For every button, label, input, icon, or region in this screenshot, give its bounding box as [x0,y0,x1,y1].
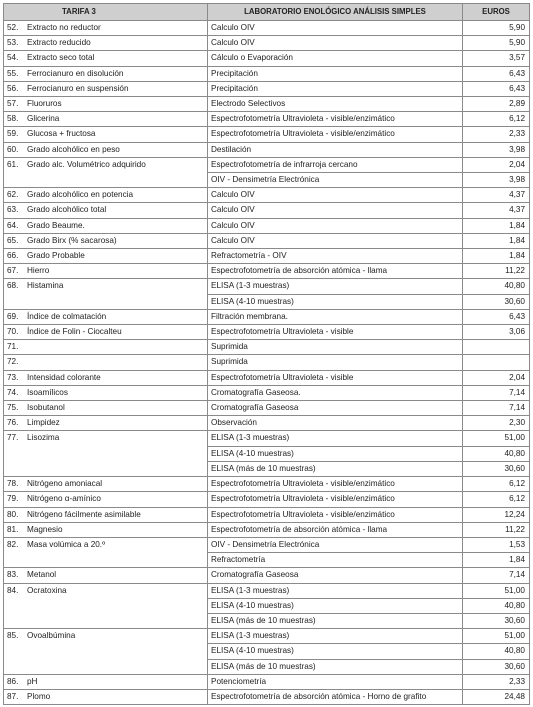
header-laboratorio: LABORATORIO ENOLÓGICO ANÁLISIS SIMPLES [208,4,463,21]
table-row [4,325,530,340]
analysis-cell [4,477,208,492]
table-header-row [4,4,530,21]
analysis-number: 87. [7,691,19,701]
method-cell: Filtración membrana. [208,309,463,324]
table-row [4,416,530,431]
method-cell: Calculo OIV [208,233,463,248]
analysis-number: 61. [7,159,19,169]
analysis-name: Grado Probable [27,251,85,261]
price-cell: 40,80 [463,279,530,294]
method-cell: ELISA (4-10 muestras) [208,294,463,309]
method-cell: Espectrofotometría de absorción atómica - llama [208,522,463,537]
analysis-cell [4,36,208,51]
analysis-name: Extracto no reductor [27,23,101,32]
price-cell: 7,14 [463,385,530,400]
analysis-name: Plomo [27,691,51,701]
analysis-number: 59. [7,129,19,139]
method-cell: ELISA (1-3 muestras) [208,431,463,446]
analysis-name: Ovoalbúmina [27,631,76,641]
analysis-cell [4,431,208,477]
analysis-cell [4,188,208,203]
method-cell: Espectrofotometría de infrarroja cercano [208,157,463,172]
method-cell: ELISA (más de 10 muestras) [208,659,463,674]
analysis-cell [4,370,208,385]
analysis-name: Ferrocianuro en disolución [27,68,124,78]
analysis-name: Histamina [27,281,64,291]
analysis-number: 54. [7,53,19,63]
table-row [4,218,530,233]
method-cell: OIV - Densimetría Electrónica [208,537,463,552]
table-row [4,127,530,142]
analysis-cell [4,112,208,127]
price-cell: 3,57 [463,51,530,66]
analysis-name: Magnesio [27,524,63,534]
analysis-name: Glucosa + fructosa [27,129,96,139]
analysis-name: Isoamílicos [27,387,68,397]
price-cell: 2,33 [463,674,530,689]
analysis-cell [4,674,208,689]
table-row [4,522,530,537]
method-cell: Suprimida [208,355,463,370]
analysis-name: Nitrógeno α-amínico [27,494,101,504]
analysis-number: 85. [7,631,19,641]
price-cell: 7,14 [463,401,530,416]
method-cell: Cálculo o Evaporación [208,51,463,66]
analysis-name: Glicerina [27,114,60,124]
analysis-number: 75. [7,403,19,413]
table-row [4,568,530,583]
table-row [4,97,530,112]
analysis-number: 58. [7,114,19,124]
price-cell: 1,84 [463,249,530,264]
price-cell: 2,33 [463,127,530,142]
method-cell: ELISA (1-3 muestras) [208,279,463,294]
analysis-number: 84. [7,585,19,595]
analysis-cell [4,537,208,567]
tariff-table-container [3,3,530,705]
price-cell: 30,60 [463,294,530,309]
price-cell: 11,22 [463,264,530,279]
analysis-number: 70. [7,327,19,337]
analysis-number: 79. [7,494,19,504]
analysis-name: Ferrocianuro en suspensión [27,83,129,93]
tariff-table [3,3,530,705]
price-cell [463,340,530,355]
price-cell: 6,43 [463,309,530,324]
table-row [4,157,530,172]
table-row [4,401,530,416]
table-row [4,233,530,248]
analysis-name: Índice de Folin - Ciocalteu [27,327,122,337]
analysis-cell [4,51,208,66]
analysis-cell [4,249,208,264]
analysis-cell [4,568,208,583]
analysis-cell [4,279,208,309]
analysis-name: Lisozima [27,433,60,443]
price-cell: 7,14 [463,568,530,583]
table-row [4,674,530,689]
price-cell: 2,30 [463,416,530,431]
price-cell: 1,84 [463,553,530,568]
analysis-cell [4,21,208,36]
method-cell: Suprimida [208,340,463,355]
analysis-number: 53. [7,38,19,48]
method-cell: Cromatografía Gaseosa. [208,385,463,400]
method-cell: ELISA (1-3 muestras) [208,629,463,644]
analysis-name: Fluoruros [27,99,62,109]
analysis-cell [4,264,208,279]
analysis-cell [4,325,208,340]
analysis-number: 86. [7,676,19,686]
method-cell: Calculo OIV [208,218,463,233]
price-cell: 5,90 [463,36,530,51]
analysis-cell [4,218,208,233]
method-cell: Cromatografía Gaseosa [208,568,463,583]
analysis-number: 78. [7,479,19,489]
analysis-number: 60. [7,144,19,154]
price-cell: 2,04 [463,157,530,172]
analysis-number: 73. [7,372,19,382]
method-cell: Espectrofotometría de absorción atómica - Horno de grafito [208,689,463,704]
analysis-cell [4,233,208,248]
analysis-number: 67. [7,266,19,276]
price-cell: 24,48 [463,689,530,704]
analysis-cell [4,142,208,157]
price-cell: 6,12 [463,492,530,507]
analysis-cell [4,340,208,355]
analysis-name: Nitrógeno amoniacal [27,479,103,489]
table-row [4,264,530,279]
method-cell: Espectrofotometría de absorción atómica - llama [208,264,463,279]
analysis-number: 64. [7,220,19,230]
table-row [4,51,530,66]
analysis-number: 57. [7,99,19,109]
analysis-cell [4,97,208,112]
table-row [4,370,530,385]
method-cell: ELISA (más de 10 muestras) [208,461,463,476]
price-cell: 1,53 [463,537,530,552]
price-cell: 2,04 [463,370,530,385]
analysis-number: 74. [7,387,19,397]
method-cell: ELISA (1-3 muestras) [208,583,463,598]
price-cell: 4,37 [463,203,530,218]
table-row [4,112,530,127]
analysis-name: Extracto reducido [27,38,91,48]
table-row [4,340,530,355]
price-cell: 40,80 [463,446,530,461]
price-cell: 12,24 [463,507,530,522]
method-cell: Calculo OIV [208,188,463,203]
analysis-number: 66. [7,251,19,261]
table-body [4,21,530,705]
method-cell: Cromatografía Gaseosa [208,401,463,416]
analysis-name: Grado alcohólico en peso [27,144,120,154]
header-tarifa: TARIFA 3 [4,4,208,21]
analysis-number: 82. [7,539,19,549]
price-cell: 30,60 [463,659,530,674]
analysis-cell [4,66,208,81]
price-cell: 11,22 [463,522,530,537]
method-cell: ELISA (4-10 muestras) [208,644,463,659]
analysis-cell [4,401,208,416]
table-row [4,81,530,96]
analysis-name: Grado alcohólico total [27,205,107,215]
analysis-number: 69. [7,311,19,321]
method-cell: Espectrofotometría Ultravioleta - visible/enzimático [208,112,463,127]
analysis-number: 76. [7,418,19,428]
price-cell: 2,89 [463,97,530,112]
analysis-number: 52. [7,23,19,32]
table-row [4,36,530,51]
method-cell: Espectrofotometría Ultravioleta - visible/enzimático [208,127,463,142]
price-cell: 4,37 [463,188,530,203]
table-row [4,583,530,598]
analysis-number: 68. [7,281,19,291]
analysis-cell [4,416,208,431]
price-cell: 1,84 [463,218,530,233]
analysis-name: Grado alcohólico en potencia [27,190,134,200]
price-cell: 40,80 [463,644,530,659]
analysis-name: Hierro [27,266,50,276]
price-cell: 3,98 [463,142,530,157]
table-row [4,537,530,552]
analysis-cell [4,355,208,370]
method-cell: Refractometría - OIV [208,249,463,264]
method-cell: OIV - Densimetría Electrónica [208,173,463,188]
analysis-cell [4,507,208,522]
method-cell: Calculo OIV [208,21,463,36]
table-row [4,188,530,203]
table-row [4,203,530,218]
price-cell: 6,12 [463,112,530,127]
method-cell: Precipitación [208,81,463,96]
analysis-number: 65. [7,235,19,245]
analysis-name: Ocratoxina [27,585,67,595]
analysis-cell [4,309,208,324]
method-cell: Espectrofotometría Ultravioleta - visible/enzimático [208,507,463,522]
price-cell: 51,00 [463,583,530,598]
table-row [4,689,530,704]
price-cell: 51,00 [463,629,530,644]
analysis-name: Grado Birx (% sacarosa) [27,235,117,245]
method-cell: Calculo OIV [208,36,463,51]
price-cell [463,355,530,370]
method-cell: Espectrofotometría Ultravioleta - visible [208,325,463,340]
table-row [4,279,530,294]
table-row [4,309,530,324]
analysis-cell [4,689,208,704]
method-cell: Potenciometría [208,674,463,689]
analysis-cell [4,629,208,675]
method-cell: Espectrofotometría Ultravioleta - visible/enzimático [208,492,463,507]
analysis-number: 55. [7,68,19,78]
table-row [4,507,530,522]
analysis-cell [4,203,208,218]
method-cell: Refractometría [208,553,463,568]
analysis-number: 56. [7,83,19,93]
price-cell: 30,60 [463,461,530,476]
analysis-number: 77. [7,433,19,443]
analysis-number: 80. [7,509,19,519]
table-row [4,21,530,36]
analysis-number: 63. [7,205,19,215]
analysis-name: Grado alc. Volumétrico adquirido [27,159,146,169]
table-row [4,142,530,157]
table-row [4,431,530,446]
price-cell: 5,90 [463,21,530,36]
price-cell: 6,43 [463,81,530,96]
analysis-cell [4,157,208,187]
analysis-number: 83. [7,570,19,580]
method-cell: Calculo OIV [208,203,463,218]
analysis-number: 81. [7,524,19,534]
analysis-cell [4,492,208,507]
analysis-number: 71. [7,342,19,352]
method-cell: ELISA (4-10 muestras) [208,446,463,461]
analysis-name: Limpidez [27,418,60,428]
analysis-cell [4,127,208,142]
method-cell: Precipitación [208,66,463,81]
analysis-name: Isobutanol [27,403,65,413]
table-row [4,355,530,370]
analysis-cell [4,522,208,537]
method-cell: Observación [208,416,463,431]
price-cell: 3,06 [463,325,530,340]
analysis-cell [4,583,208,629]
table-row [4,66,530,81]
table-row [4,249,530,264]
analysis-number: 62. [7,190,19,200]
price-cell: 3,98 [463,173,530,188]
analysis-name: pH [27,676,38,686]
analysis-name: Masa volúmica a 20.º [27,539,106,549]
table-row [4,385,530,400]
analysis-name: Intensidad colorante [27,372,101,382]
header-euros: EUROS [463,4,530,21]
analysis-name: Índice de colmatación [27,311,107,321]
price-cell: 1,84 [463,233,530,248]
method-cell: Espectrofotometría Ultravioleta - visible [208,370,463,385]
table-row [4,477,530,492]
method-cell: Espectrofotometría Ultravioleta - visible/enzimático [208,477,463,492]
method-cell: ELISA (más de 10 muestras) [208,613,463,628]
price-cell: 6,12 [463,477,530,492]
price-cell: 6,43 [463,66,530,81]
price-cell: 40,80 [463,598,530,613]
method-cell: Destilación [208,142,463,157]
analysis-name: Metanol [27,570,57,580]
price-cell: 51,00 [463,431,530,446]
price-cell: 30,60 [463,613,530,628]
analysis-cell [4,385,208,400]
analysis-name: Nitrógeno fácilmente asimilable [27,509,141,519]
analysis-number: 72. [7,357,19,367]
analysis-name: Grado Beaume. [27,220,85,230]
method-cell: Electrodo Selectivos [208,97,463,112]
analysis-name: Extracto seco total [27,53,95,63]
table-row [4,629,530,644]
analysis-cell [4,81,208,96]
method-cell: ELISA (4-10 muestras) [208,598,463,613]
table-row [4,492,530,507]
